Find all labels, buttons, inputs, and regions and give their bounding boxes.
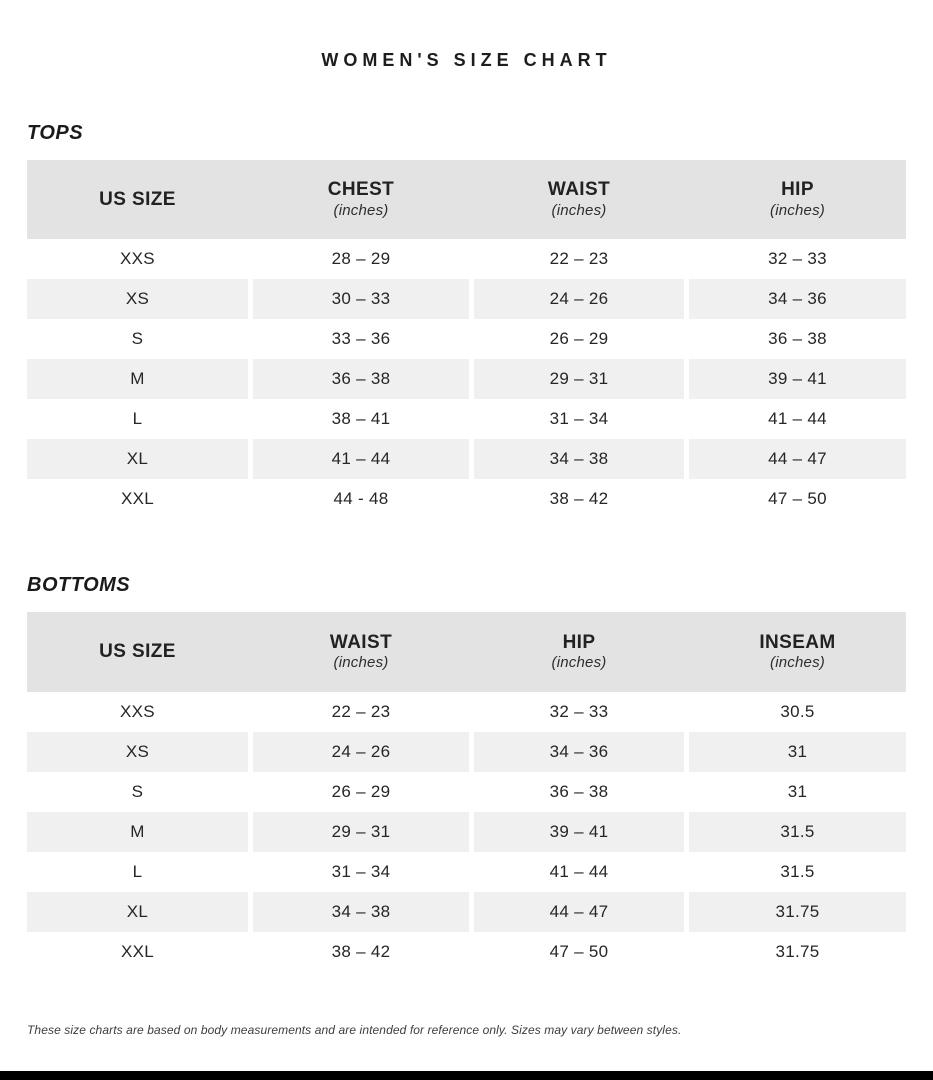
bottom-black-bar (0, 1071, 933, 1080)
table-body (27, 692, 906, 972)
measurement-cell: 22 – 23 (331, 702, 391, 721)
column-header (474, 180, 684, 219)
bottoms-size-table (27, 612, 906, 972)
column-header-label: US SIZE (99, 641, 176, 663)
measurement-cell: 36 – 38 (253, 359, 469, 399)
column-header-unit: (inches) (551, 654, 607, 672)
size-label-cell: XL (27, 439, 248, 479)
measurement-cell: 39 – 41 (689, 359, 906, 399)
column-header-label: WAIST (329, 631, 393, 653)
measurement-cell: 24 – 26 (253, 732, 469, 772)
table-row (27, 772, 906, 812)
column-header-label: WAIST (547, 179, 611, 201)
measurement-cell: 32 – 33 (549, 702, 609, 721)
measurement-cell: 34 – 38 (253, 892, 469, 932)
measurement-cell: 29 – 31 (253, 812, 469, 852)
column-header-label: US SIZE (99, 188, 176, 210)
section-heading-bottoms: BOTTOMS (27, 574, 131, 596)
column-header (689, 633, 906, 672)
measurement-cell: 22 – 23 (549, 249, 609, 268)
measurement-cell: 31 – 34 (549, 409, 609, 428)
column-header-unit: (inches) (333, 201, 389, 219)
table-row (27, 279, 906, 319)
column-header-unit: (inches) (551, 201, 607, 219)
table-body (27, 239, 906, 519)
table-row (27, 239, 906, 279)
measurement-cell: 41 – 44 (768, 409, 827, 428)
column-header-label: CHEST (327, 179, 395, 201)
section-heading-tops: TOPS (27, 122, 84, 144)
table-header-row (27, 612, 906, 692)
table-row (27, 892, 906, 932)
size-label-cell: L (132, 409, 143, 428)
table-row (27, 932, 906, 972)
column-header (474, 633, 684, 672)
measurement-cell: 36 – 38 (549, 782, 609, 801)
measurement-cell: 44 - 48 (333, 489, 389, 508)
measurement-cell: 41 – 44 (253, 439, 469, 479)
table-header-row (27, 160, 906, 239)
measurement-cell: 47 – 50 (768, 489, 827, 508)
table-row (27, 692, 906, 732)
measurement-cell: 31 (689, 732, 906, 772)
measurement-cell: 34 – 38 (474, 439, 684, 479)
size-label-cell: M (27, 359, 248, 399)
table-row (27, 852, 906, 892)
measurement-cell: 31 – 34 (331, 862, 391, 881)
column-header (253, 633, 469, 672)
size-label-cell: XXL (120, 489, 155, 508)
measurement-cell: 38 – 42 (331, 942, 391, 961)
size-label-cell: S (131, 782, 144, 801)
column-header-unit: (inches) (333, 654, 389, 672)
measurement-cell: 30 – 33 (253, 279, 469, 319)
table-row (27, 732, 906, 772)
measurement-cell: 29 – 31 (474, 359, 684, 399)
size-label-cell: S (131, 329, 144, 348)
size-label-cell: XXS (120, 702, 155, 721)
size-label-cell: L (132, 862, 143, 881)
size-label-cell: XS (27, 279, 248, 319)
table-row (27, 319, 906, 359)
measurement-cell: 31.75 (689, 892, 906, 932)
column-header-label: HIP (781, 179, 814, 201)
tops-size-table (27, 160, 906, 519)
column-header-unit: (inches) (770, 654, 825, 672)
measurement-cell: 38 – 41 (331, 409, 391, 428)
measurement-cell: 41 – 44 (549, 862, 609, 881)
column-header (689, 180, 906, 219)
table-row (27, 479, 906, 519)
measurement-cell: 28 – 29 (331, 249, 391, 268)
column-header-label: INSEAM (759, 631, 836, 653)
table-row (27, 359, 906, 399)
measurement-cell: 32 – 33 (768, 249, 827, 268)
table-row (27, 812, 906, 852)
measurement-cell: 38 – 42 (549, 489, 609, 508)
column-header-label: HIP (562, 631, 596, 653)
table-row (27, 399, 906, 439)
measurement-cell: 30.5 (780, 702, 815, 721)
column-header (27, 190, 248, 210)
table-row (27, 439, 906, 479)
measurement-cell: 34 – 36 (474, 732, 684, 772)
measurement-cell: 34 – 36 (689, 279, 906, 319)
size-label-cell: XS (27, 732, 248, 772)
column-header-unit: (inches) (770, 201, 825, 219)
page-title: WOMEN'S SIZE CHART (321, 50, 612, 70)
measurement-cell: 26 – 29 (331, 782, 391, 801)
measurement-cell: 44 – 47 (689, 439, 906, 479)
size-label-cell: XXL (120, 942, 155, 961)
column-header (27, 642, 248, 662)
measurement-cell: 31.5 (689, 812, 906, 852)
disclaimer-note: These size charts are based on body measurements and are intended for reference only. Sizes may vary between styles. (27, 1023, 682, 1037)
measurement-cell: 26 – 29 (549, 329, 609, 348)
measurement-cell: 31 (787, 782, 808, 801)
size-label-cell: XXS (120, 249, 155, 268)
measurement-cell: 24 – 26 (474, 279, 684, 319)
measurement-cell: 31.75 (775, 942, 820, 961)
size-label-cell: M (27, 812, 248, 852)
measurement-cell: 44 – 47 (474, 892, 684, 932)
measurement-cell: 47 – 50 (549, 942, 609, 961)
measurement-cell: 31.5 (780, 862, 815, 881)
size-label-cell: XL (27, 892, 248, 932)
measurement-cell: 36 – 38 (768, 329, 827, 348)
measurement-cell: 39 – 41 (474, 812, 684, 852)
measurement-cell: 33 – 36 (331, 329, 391, 348)
column-header (253, 180, 469, 219)
